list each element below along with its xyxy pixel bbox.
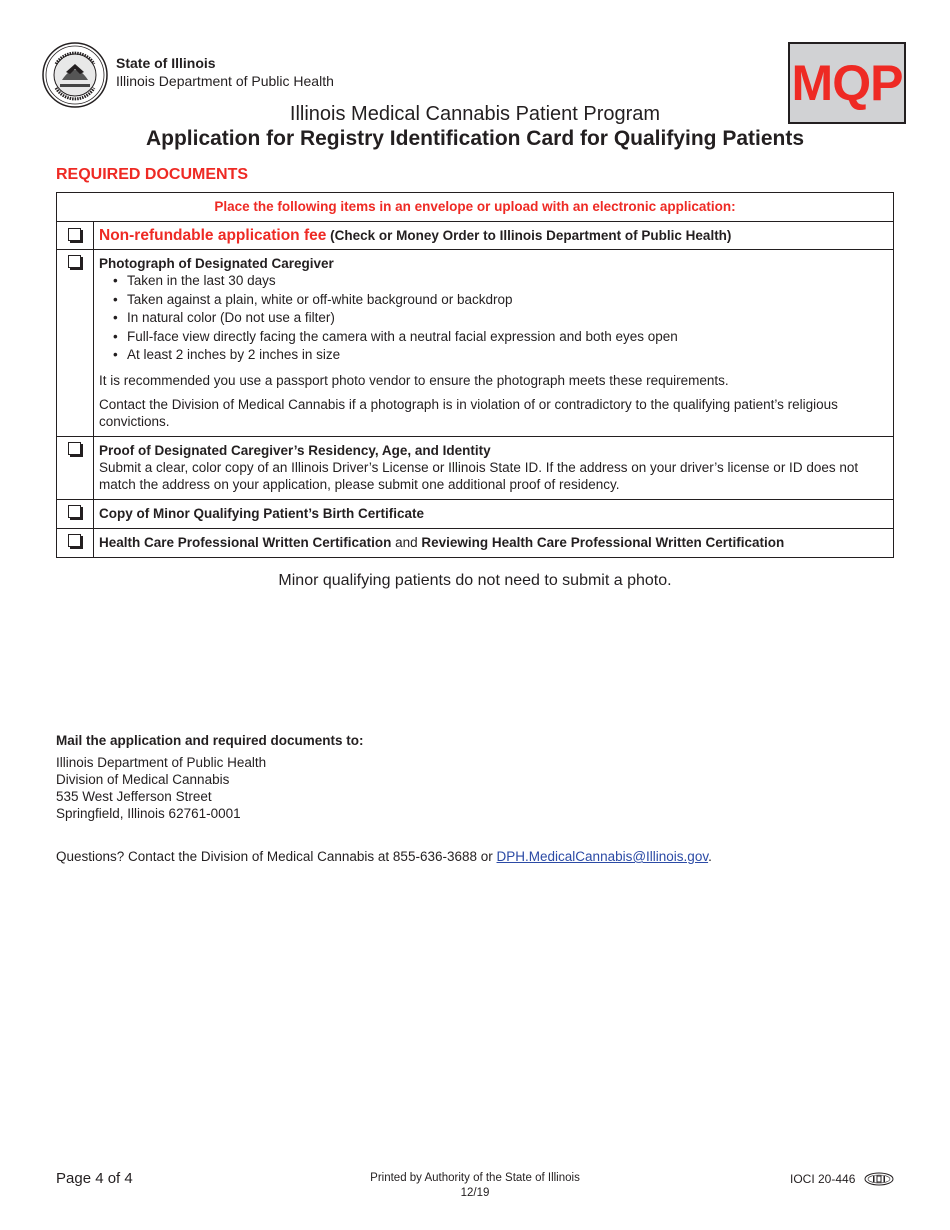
list-item: • At least 2 inches by 2 inches in size	[127, 346, 887, 365]
mail-heading: Mail the application and required documents to:	[56, 733, 364, 748]
photo-checkbox[interactable]	[68, 255, 81, 268]
fee-detail: (Check or Money Order to Illinois Department of Public Health)	[330, 228, 732, 243]
certification-part1: Health Care Professional Written Certification	[99, 534, 392, 550]
questions-line	[56, 849, 712, 864]
fee-label: Non-refundable application fee	[99, 227, 327, 244]
certification-conj: and	[395, 534, 418, 550]
page-number: Page 4 of 4	[56, 1170, 133, 1187]
certification-part2: Reviewing Health Care Professional Written Certification	[421, 534, 785, 550]
page-title: Application for Registry Identification Card for Qualifying Patients	[145, 127, 805, 150]
fee-row	[57, 222, 894, 250]
list-item: • Taken in the last 30 days	[127, 272, 887, 291]
birth-certificate-checkbox[interactable]	[68, 505, 81, 518]
residency-title: Proof of Designated Caregiver’s Residency, Age, and Identity	[99, 442, 491, 458]
form-id: IOCI 20-446	[790, 1172, 856, 1186]
fee-checkbox[interactable]	[68, 228, 81, 241]
questions-end: .	[708, 849, 712, 864]
photo-requirements-list	[99, 272, 887, 365]
table-intro-row	[57, 193, 894, 222]
residency-detail: Submit a clear, color copy of an Illinois Driver’s License or Illinois State ID. If the address on your driver’s license or ID does not match the address on your application, please submit one additional proof of residency.	[99, 459, 859, 492]
residency-row	[57, 436, 894, 499]
photo-contact-note: Contact the Division of Medical Cannabis if a photograph is in violation of or contradictory to the qualifying patient’s religious convictions.	[99, 396, 838, 429]
email-link[interactable]: DPH.MedicalCannabis@Illinois.gov	[496, 849, 709, 864]
list-item: • Taken against a plain, white or off-white background or backdrop	[127, 291, 887, 310]
list-item: • In natural color (Do not use a filter)	[127, 309, 887, 328]
photo-title: Photograph of Designated Caregiver	[99, 256, 334, 271]
state-seal-logo	[42, 42, 108, 108]
address-line: Illinois Department of Public Health	[56, 755, 267, 770]
address-line: Division of Medical Cannabis	[56, 772, 230, 787]
photo-row	[57, 250, 894, 437]
birth-certificate-row	[57, 499, 894, 528]
address-line: 535 West Jefferson Street	[56, 789, 212, 804]
mailing-address-block	[56, 732, 364, 822]
photo-recommendation: It is recommended you use a passport photo vendor to ensure the photograph meets these requirements.	[99, 372, 729, 388]
table-intro: Place the following items in an envelope or upload with an electronic application:	[57, 193, 894, 222]
form-code-badge: MQP	[788, 42, 906, 124]
agency-block	[116, 54, 334, 90]
address-line: Springfield, Illinois 62761-0001	[56, 806, 241, 821]
ioci-logo-icon	[864, 1172, 894, 1186]
list-item: • Full-face view directly facing the camera with a neutral facial expression and both eyes open	[127, 328, 887, 347]
revision-date: 12/19	[460, 1187, 490, 1199]
department-name: Illinois Department of Public Health	[116, 73, 334, 89]
printed-by: Printed by Authority of the State of Illinois	[370, 1172, 580, 1184]
residency-checkbox[interactable]	[68, 442, 81, 455]
birth-certificate-title: Copy of Minor Qualifying Patient’s Birth Certificate	[99, 505, 425, 521]
required-documents-heading: REQUIRED DOCUMENTS	[56, 166, 249, 183]
minor-photo-note: Minor qualifying patients do not need to submit a photo.	[278, 572, 672, 589]
certification-checkbox[interactable]	[68, 534, 81, 547]
state-name: State of Illinois	[116, 55, 216, 71]
certification-row	[57, 528, 894, 557]
required-documents-table	[56, 192, 894, 558]
questions-text: Questions? Contact the Division of Medical Cannabis at 855-636-3688 or	[56, 849, 493, 864]
program-name: Illinois Medical Cannabis Patient Program	[289, 103, 661, 125]
